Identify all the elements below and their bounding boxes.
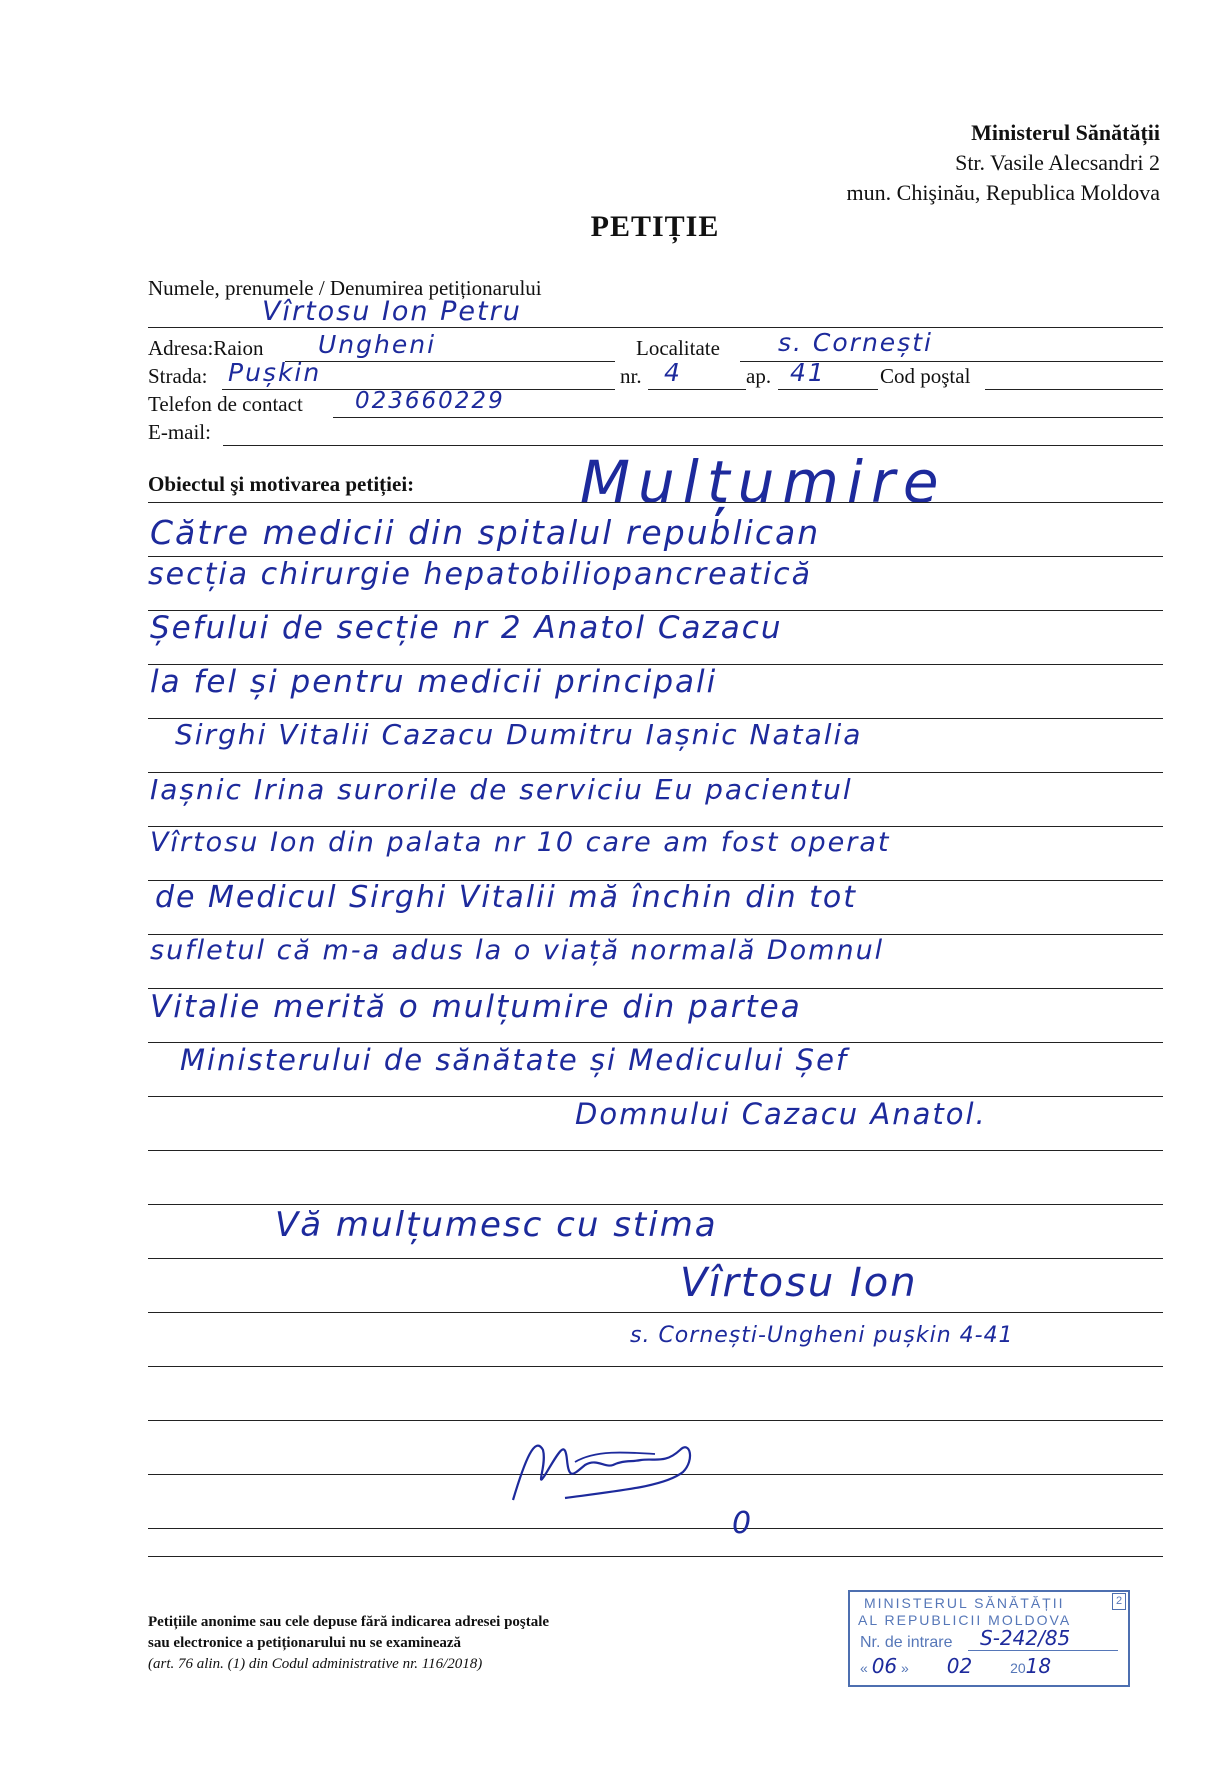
handwritten-line: Vîrtosu Ion din palata nr 10 care am fost operat <box>150 827 891 858</box>
handwritten-closing: Vă mulțumesc cu stima <box>275 1205 718 1245</box>
stamp-org-line-2: AL REPUBLICII MOLDOVA <box>858 1612 1072 1628</box>
page-title: PETIȚIE <box>590 210 720 243</box>
handwritten-line: secția chirurgie hepatobiliopancreatică <box>148 557 812 592</box>
ruled-line <box>148 502 1163 503</box>
locality-value: s. Cornești <box>778 328 933 357</box>
handwritten-line: de Medicul Sirghi Vitalii mă închin din tot <box>155 880 858 915</box>
name-label: Numele, prenumele / Denumirea petiționarului <box>148 276 542 300</box>
ministry-city: mun. Chişinău, Republica Moldova <box>846 180 1160 205</box>
handwritten-line: Iașnic Irina surorile de serviciu Eu pacientul <box>150 773 853 806</box>
street-label: Strada: <box>148 364 208 388</box>
email-line <box>223 445 1163 446</box>
ap-label: ap. <box>746 364 772 388</box>
ap-value: 41 <box>790 358 826 387</box>
handwritten-signature-address: s. Cornești-Ungheni pușkin 4-41 <box>630 1323 1014 1348</box>
footer-line-1: Petițiile anonime sau cele depuse fără indicarea adresei poştale <box>148 1614 550 1630</box>
stamp-entry-line <box>968 1650 1118 1651</box>
locality-label: Localitate <box>636 336 720 360</box>
ruled-line <box>148 1366 1163 1367</box>
stamp-entry-label: Nr. de intrare <box>860 1634 953 1651</box>
postal-line <box>985 389 1163 390</box>
nr-label: nr. <box>620 364 642 388</box>
stamp-month: 02 <box>946 1654 973 1678</box>
subject-label: Obiectul şi motivarea petiției: <box>148 472 415 496</box>
handwritten-line: la fel și pentru medicii principali <box>150 664 718 700</box>
stamp-year-suffix: 18 <box>1025 1654 1052 1678</box>
phone-value: 023660229 <box>355 388 505 414</box>
handwritten-line: sufletul că m-a adus la o viață normală Domnul <box>150 935 885 966</box>
stamp-year-prefix: 20 <box>1010 1660 1026 1676</box>
ruled-line <box>148 1556 1163 1557</box>
ministry-name: Ministerul Sănătății <box>971 120 1160 145</box>
nr-value: 4 <box>664 358 682 387</box>
street-value: Pușkin <box>228 358 322 387</box>
ruled-line <box>148 1150 1163 1151</box>
handwritten-line: Ministerului de sănătate și Medicului Șef <box>180 1043 849 1077</box>
name-line <box>148 327 1163 328</box>
raion-value: Ungheni <box>318 330 437 359</box>
raion-label: Adresa:Raion <box>148 336 264 360</box>
ruled-line <box>148 1528 1163 1529</box>
raion-line <box>285 361 615 362</box>
ruled-line <box>148 1312 1163 1313</box>
stamp-box-number: 2 <box>1112 1593 1126 1610</box>
handwritten-line: Către medicii din spitalul republican <box>150 513 821 552</box>
phone-line <box>333 417 1163 418</box>
handwritten-date-mark: 0 <box>732 1506 754 1541</box>
stamp-quote-close-icon: » <box>901 1660 909 1676</box>
ministry-street: Str. Vasile Alecsandri 2 <box>955 150 1160 175</box>
name-value: Vîrtosu Ion Petru <box>262 296 522 327</box>
postal-label: Cod poştal <box>880 364 971 388</box>
handwritten-line: Sirghi Vitalii Cazacu Dumitru Iașnic Natalia <box>175 718 863 751</box>
handwritten-signature-name: Vîrtosu Ion <box>680 1260 918 1306</box>
handwritten-heading: Mulțumire <box>580 448 947 516</box>
footer-note <box>148 1612 549 1675</box>
handwritten-line: Vitalie merită o mulțumire din partea <box>150 989 802 1025</box>
stamp-date-row <box>860 1654 1051 1678</box>
phone-label: Telefon de contact <box>148 392 303 416</box>
stamp-entry-value: S-242/85 <box>980 1626 1071 1650</box>
ministry-address-block <box>847 118 1160 208</box>
handwritten-line: Șefului de secție nr 2 Anatol Cazacu <box>150 610 783 646</box>
footer-line-3: (art. 76 alin. (1) din Codul administrative nr. 116/2018) <box>148 1656 483 1672</box>
registration-stamp <box>848 1590 1130 1687</box>
email-label: E-mail: <box>148 420 211 444</box>
ruled-line <box>148 1258 1163 1259</box>
nr-line <box>648 389 746 390</box>
signature-scribble <box>505 1420 715 1515</box>
footer-line-2: sau electronice a petiționarului nu se examinează <box>148 1635 462 1651</box>
ap-line <box>778 389 878 390</box>
stamp-day: 06 <box>871 1654 898 1678</box>
handwritten-line: Domnului Cazacu Anatol. <box>575 1097 987 1131</box>
stamp-quote-open-icon: « <box>860 1660 868 1676</box>
stamp-org-line-1: MINISTERUL SĂNĂTĂȚII <box>864 1595 1065 1611</box>
